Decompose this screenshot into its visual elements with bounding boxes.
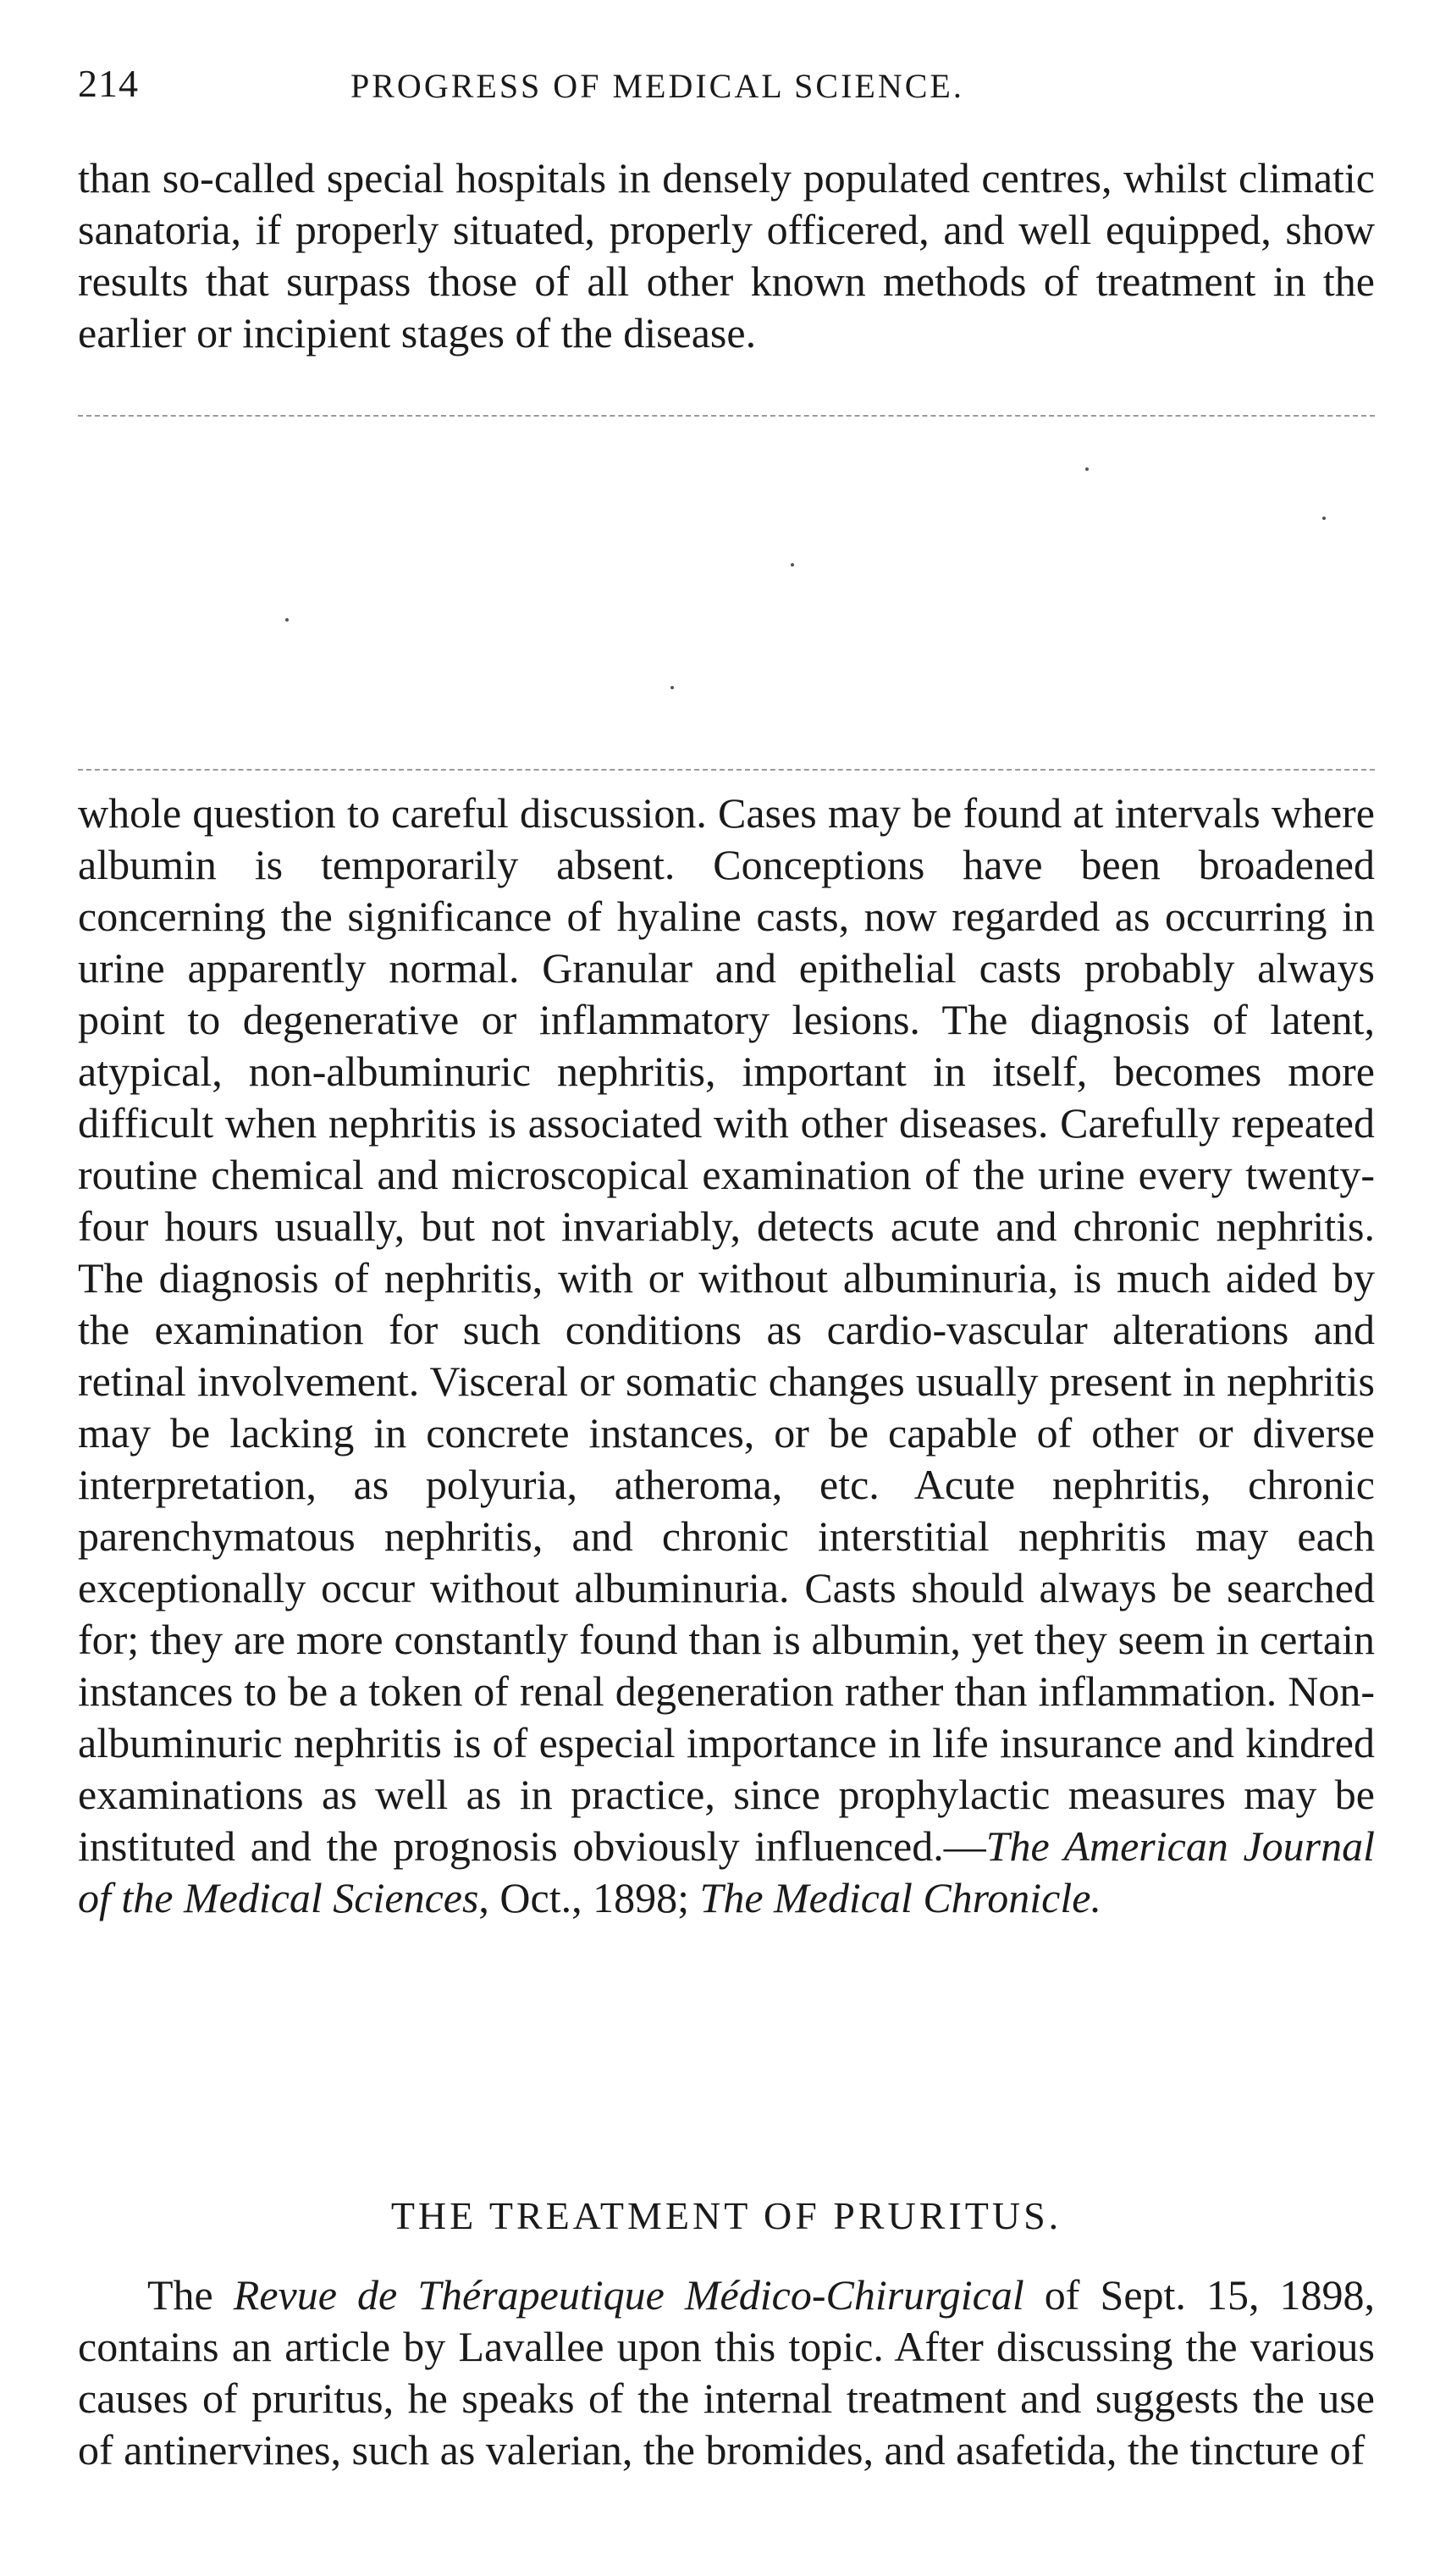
dashed-rule-bottom xyxy=(78,769,1375,771)
pruritus-paragraph-text xyxy=(78,2269,1375,2476)
revue-journal-title: Revue de Thérapeutique Médico-Chirurgical xyxy=(233,2271,1024,2319)
pruritus-lead: The xyxy=(147,2271,234,2319)
nephritis-paragraph-text xyxy=(78,788,1375,1924)
nephritis-paragraph xyxy=(78,788,1375,1924)
print-speck xyxy=(1085,467,1089,471)
print-speck xyxy=(791,563,794,567)
page-number: 214 xyxy=(78,62,139,105)
nephritis-body: whole question to careful discussion. Cases may be found at intervals where albumin is temporarily absent. Conceptions have been broadened concerning the significance of hyaline casts, now regarded as occurring in urine apparently normal. Granular and epithelial casts probably always point to degenerative or inflammatory lesions. The diagnosis of latent, atypical, non-albuminuric nephritis, important in itself, becomes more difficult when nephritis is associated with other diseases. Carefully repeated routine chemical and microscopical examination of the urine every twenty-four hours usually, but not invariably, detects acute and chronic nephritis. The diagnosis of nephritis, with or without albuminuria, is much aided by the examination for such conditions as cardio-vascular alterations and retinal involvement. Visceral or somatic changes usually present in nephritis may be lacking in concrete instances, or be capable of other or diverse interpretation, as polyuria, atheroma, etc. Acute nephritis, chronic parenchymatous nephritis, and chronic interstitial nephritis may each exceptionally occur without albuminuria. Casts should always be searched for; they are more constantly found than is albumin, yet they seem in certain instances to be a token of renal degeneration rather than inflammation. Non-albuminuric nephritis is of especial importance in life insurance and kindred examinations as well as in practice, since prophylactic measures may be instituted and the prognosis obviously influenced.— xyxy=(78,789,1375,1870)
pruritus-body: of Sept. 15, 1898, contains an article by Lavallee upon this topic. After discussing the various causes of pruritus, he speaks of the internal treatment and suggests the use of antinervines, such as valerian, the bromides, and asafetida, the tincture of xyxy=(78,2271,1376,2474)
dashed-rule-top xyxy=(78,415,1375,417)
source-date-1: , Oct., 1898; xyxy=(478,1874,700,1921)
print-speck xyxy=(285,618,289,622)
print-speck xyxy=(670,686,674,689)
running-title: PROGRESS OF MEDICAL SCIENCE. xyxy=(350,67,964,105)
top-paragraph-text: than so-called special hospitals in densely populated centres, whilst climatic sanatoria, if properly situated, properly officered, and well equipped, show results that surpass those of all other known methods of treatment in the earlier or incipient stages of the disease. xyxy=(78,154,1375,357)
source-journal-2: The Medical Chronicle. xyxy=(699,1874,1101,1921)
print-speck xyxy=(1322,517,1326,520)
top-paragraph xyxy=(78,152,1375,359)
section-heading: THE TREATMENT OF PRURITUS. xyxy=(390,2194,1062,2237)
running-head xyxy=(78,61,1365,112)
pruritus-paragraph xyxy=(78,2269,1375,2476)
blank-gap xyxy=(78,415,1375,779)
source-journal-1: The American Journal of the Medical Sciences xyxy=(78,1822,1375,1921)
